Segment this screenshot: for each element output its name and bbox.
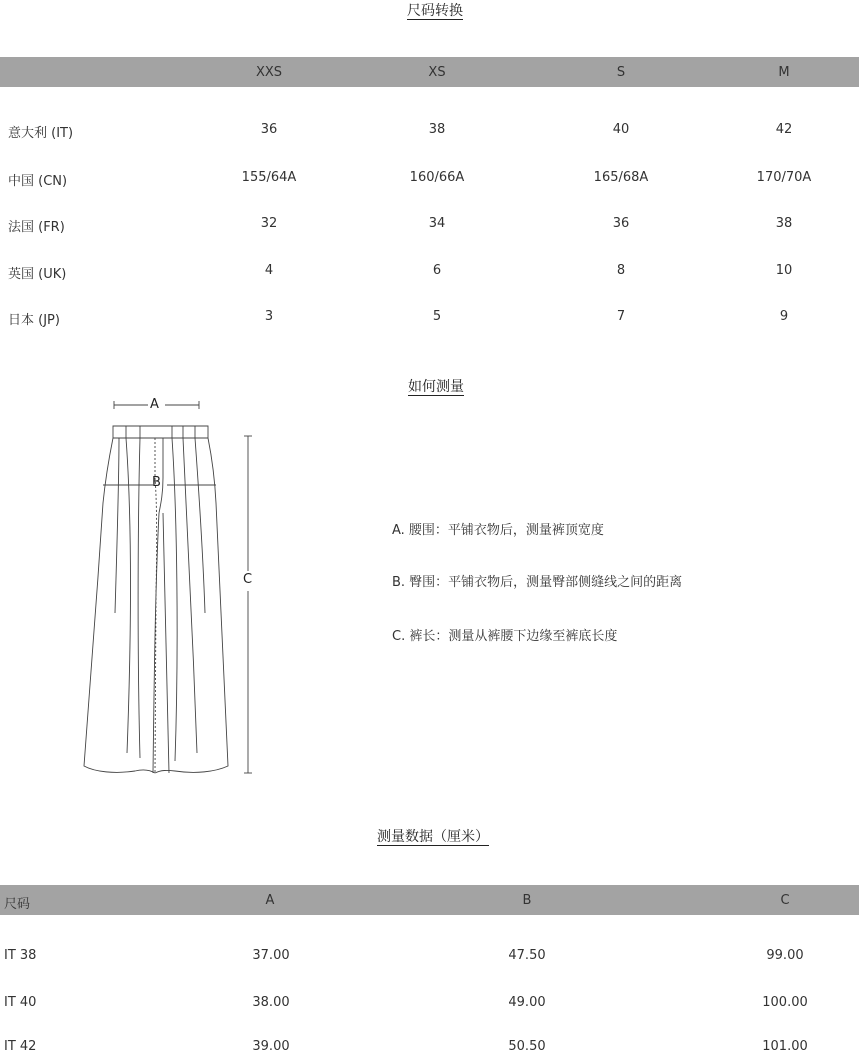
conversion-header: M [778, 65, 790, 80]
cell: 155/64A [241, 170, 297, 185]
cell: 5 [432, 309, 442, 324]
measurement-row [0, 1039, 859, 1059]
cell: 10 [775, 263, 793, 278]
measurements-header: B [522, 893, 532, 908]
cell: 101.00 [762, 1039, 808, 1054]
cell: 38.00 [252, 995, 290, 1010]
row-label: 英国 (UK) [8, 267, 67, 282]
cell: 165/68A [593, 170, 649, 185]
label-b: B [152, 475, 161, 490]
cell: 37.00 [252, 948, 290, 963]
waistband [113, 426, 208, 438]
conversion-title: 尺码转换 [407, 3, 463, 19]
cell: 40 [612, 122, 630, 137]
conversion-header: XS [428, 65, 446, 80]
conversion-header: XXS [255, 65, 283, 80]
cell: 7 [616, 309, 626, 324]
conversion-row [0, 170, 859, 190]
cell: 38 [428, 122, 446, 137]
legend-item-a: A. 腰围：平铺衣物后，测量裤顶宽度 [392, 523, 604, 538]
cell: 4 [264, 263, 274, 278]
cell: 36 [612, 216, 630, 231]
row-label: 日本 (JP) [8, 313, 60, 328]
measurements-title: 测量数据（厘米） [377, 829, 489, 845]
cell: 49.00 [508, 995, 546, 1010]
measurements-header: 尺码 [4, 897, 31, 912]
measurements-header: C [780, 893, 790, 908]
cell: 100.00 [762, 995, 808, 1010]
measurements-header: A [265, 893, 275, 908]
cell: 38 [775, 216, 793, 231]
cell: 47.50 [508, 948, 546, 963]
cell: 3 [264, 309, 274, 324]
legend-item-c: C. 裤长：测量从裤腰下边缘至裤底长度 [392, 629, 618, 644]
cell: 42 [775, 122, 793, 137]
measurement-row [0, 948, 859, 968]
conversion-row [0, 216, 859, 236]
measurement-row [0, 995, 859, 1015]
label-c: C [243, 572, 253, 587]
cell: 9 [779, 309, 789, 324]
trousers-diagram [75, 393, 265, 783]
size-label: IT 38 [4, 948, 37, 963]
cell: 39.00 [252, 1039, 290, 1054]
cell: 170/70A [756, 170, 812, 185]
conversion-row [0, 263, 859, 283]
row-label: 法国 (FR) [8, 220, 65, 235]
cell: 50.50 [508, 1039, 546, 1054]
legend-item-b: B. 臀围：平铺衣物后，测量臀部侧缝线之间的距离 [392, 575, 683, 590]
cell: 160/66A [409, 170, 465, 185]
conversion-row [0, 309, 859, 329]
howto-title: 如何测量 [408, 379, 464, 395]
row-label: 中国 (CN) [8, 174, 68, 189]
cell: 6 [432, 263, 442, 278]
cell: 36 [260, 122, 278, 137]
size-label: IT 42 [4, 1039, 37, 1054]
cell: 32 [260, 216, 278, 231]
row-label: 意大利 (IT) [8, 126, 74, 141]
cell: 99.00 [766, 948, 804, 963]
cell: 8 [616, 263, 626, 278]
conversion-header: S [616, 65, 626, 80]
conversion-header-bar [0, 57, 859, 87]
cell: 34 [428, 216, 446, 231]
measurements-header-bar [0, 885, 859, 915]
size-label: IT 40 [4, 995, 37, 1010]
label-a: A [150, 397, 159, 412]
conversion-row [0, 122, 859, 142]
